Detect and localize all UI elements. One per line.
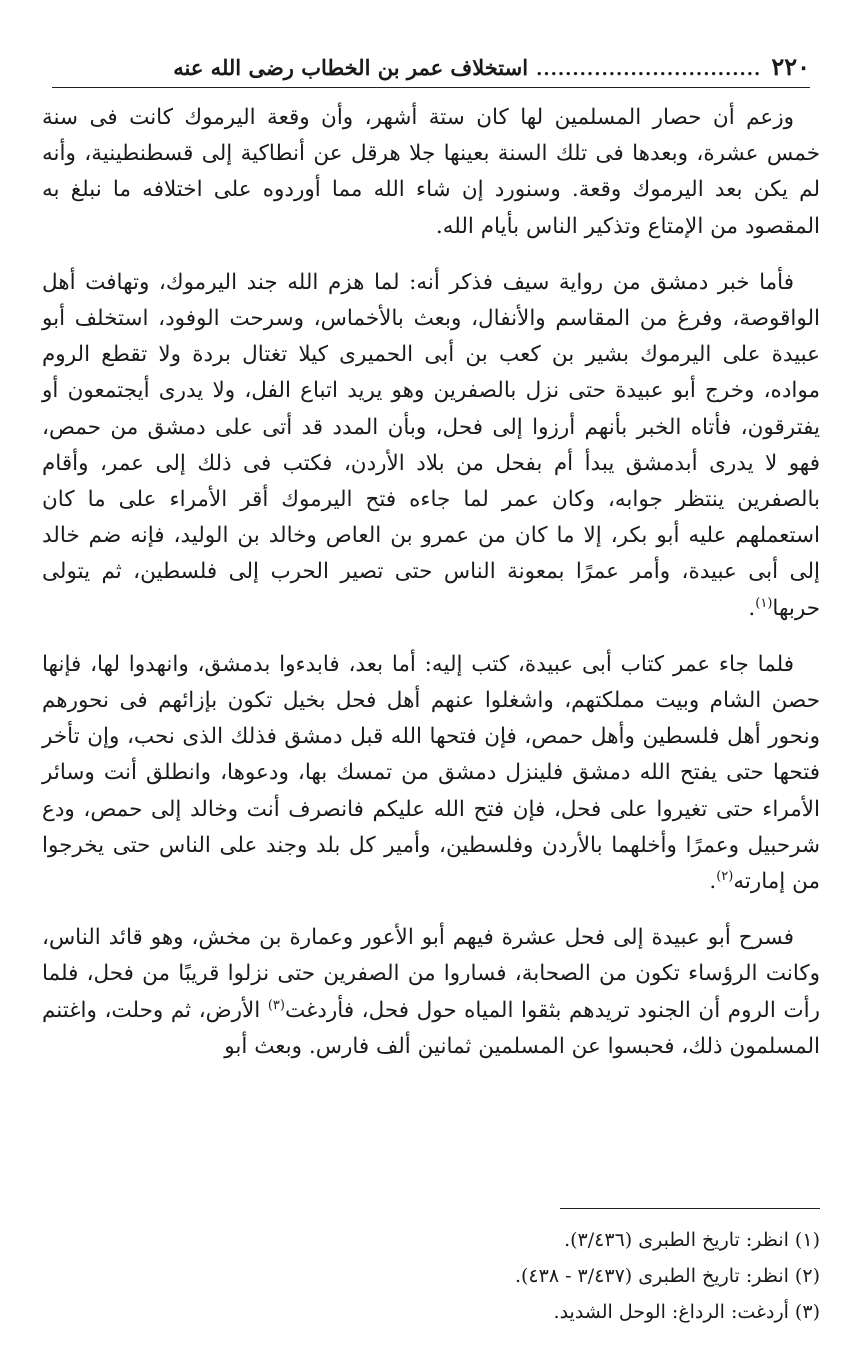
paragraph: [42, 647, 820, 900]
footnote-reference[interactable]: (٣): [267, 997, 285, 1013]
paragraph: [42, 100, 820, 245]
footnote-reference[interactable]: (٢): [716, 868, 734, 884]
footnote: (٢) انظر: تاريخ الطبرى (٣/٤٣٧ - ٤٣٨).: [514, 1265, 820, 1287]
paragraph-text: فأما خبر دمشق من رواية سيف فذكر أنه: لما هزم الله جند اليرموك، وتهافت أهل الواقوصة، وفرغ من المقاسم والأنفال، وبعث بالأخماس، وسرحت الوفود، استخلف أبو عبيدة على اليرموك بشير بن كعب بن أبى الحميرى كيلا تغتال بردة ولا تقطع الروم مواده، وخرج أبو عبيدة حتى نزل بالصفرين وهو يريد اتباع الفل، ولا يدرى أيجتمعون أو يفترقون، فأتاه الخبر بأنهم أرزوا إلى فحل، وبأن المدد قد أتى على دمشق من حمص، فهو لا يدرى أبدمشق يبدأ أم بفحل من بلاد الأردن، فكتب فى ذلك إلى عمر، وأقام بالصفرين ينتظر جوابه، وكان عمر لما جاءه فتح اليرموك أقر الأمراء على ما كان استعملهم عليه أبو بكر، إلا ما كان من عمرو بن العاص وخالد بن الوليد، فإنه ضم خالد إلى أبى عبيدة، وأمر عمرًا بمعونة الناس حتى تصير الحرب إلى فلسطين، ثم يتولى حربها: [42, 269, 820, 621]
footnote-reference[interactable]: (١): [755, 595, 773, 611]
paragraph-tail: .: [748, 595, 756, 621]
header-leader-dots: ...............................: [536, 59, 762, 80]
footnote: (٣) أردغت: الرداغ: الوحل الشديد.: [553, 1301, 820, 1323]
paragraph-text: فسرح أبو عبيدة إلى فحل عشرة فيهم أبو الأعور وعمارة بن مخش، وهو قائد الناس، وكانت الرؤساء تكون من الصحابة، فساروا من الصفرين حتى نزلوا قريبًا من فحل، فلما رأت الروم أن الجنود تريدهم بثقوا المياه حول فحل، فأردغت: [42, 925, 820, 1023]
paragraph-text: وزعم أن حصار المسلمين لها كان ستة أشهر، وأن وقعة اليرموك كانت فى سنة خمس عشرة، وبعدها فى تلك السنة بعينها جلا هرقل عن أنطاكية إلى قسطنطينية، وأنه لم يكن بعد اليرموك وقعة. وسنورد إن شاء الله مما أوردوه على اختلافه ما نبلغ به المقصود من الإمتاع وتذكير الناس بأيام الله.: [42, 105, 820, 239]
running-header: [52, 52, 810, 88]
page-number: ٢٢٠: [771, 52, 810, 81]
main-text: [42, 100, 820, 1085]
footnotes: [42, 1222, 820, 1330]
footnote: (١) انظر: تاريخ الطبرى (٣/٤٣٦).: [564, 1229, 820, 1251]
footnote-separator: [560, 1208, 820, 1209]
paragraph-text: فلما جاء عمر كتاب أبى عبيدة، كتب إليه: أما بعد، فابدءوا بدمشق، وانهدوا لها، فإنها حصن الشام وبيت مملكتهم، واشغلوا عنهم أهل فحل بخيل تكون بإزائهم فى نحورهم ونحور أهل فلسطين وأهل حمص، فإن فتحها الله قبل دمشق فذلك الذى نحب، وإن تأخر فتحها حتى يفتح الله دمشق فلينزل دمشق من تمسك بها، ودعوها، وانطلق أنت وسائر الأمراء حتى تغيروا على فحل، فإن فتح الله عليكم فانصرف أنت وخالد إلى حمص، ودع شرحبيل وعمرًا وأخلهما بالأردن وفلسطين، وأمير كل بلد وجند على الناس حتى يخرجوا من إمارته: [42, 651, 820, 895]
paragraph-tail: الأرض، ثم وحلت، واغتنم المسلمون ذلك، فحبسوا عن المسلمين ثمانين ألف فارس. وبعث أبو: [42, 997, 820, 1059]
paragraph: [42, 920, 820, 1065]
paragraph-tail: .: [709, 869, 717, 895]
running-title: استخلاف عمر بن الخطاب رضى الله عنه: [173, 55, 529, 80]
paragraph: [42, 265, 820, 627]
